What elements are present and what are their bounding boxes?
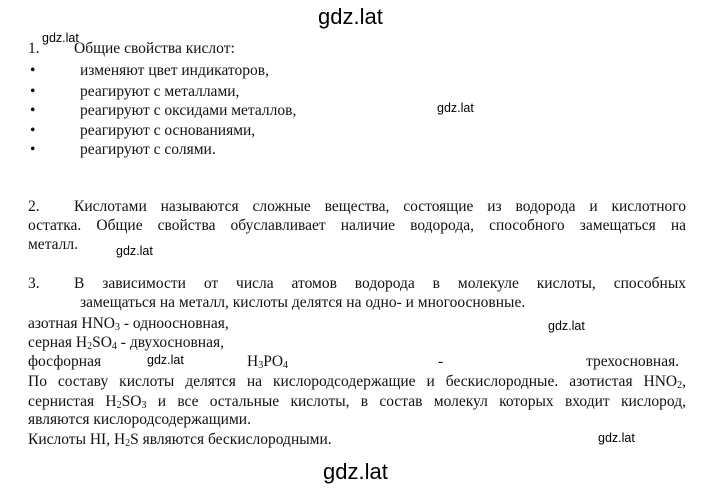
section3-line: являются кислородсодержащими. <box>28 411 251 428</box>
section3-line: сернистая $H_2SO_3$ и все остальные кислоты, в состав молекул которых входит кислород, <box>28 393 686 411</box>
list-item: реагируют с металлами, <box>80 83 240 100</box>
list-item: реагируют с солями. <box>80 141 216 158</box>
section1-heading <box>28 40 235 58</box>
bullet-icon: • <box>30 122 36 139</box>
watermark-bottom: gdz.lat <box>323 459 388 484</box>
watermark-small: gdz.lat <box>598 431 635 445</box>
list-item: изменяют цвет индикаторов, <box>80 62 269 79</box>
watermark-small: gdz.lat <box>147 353 184 367</box>
watermark-small: gdz.lat <box>548 319 585 333</box>
section1-number: 1. <box>28 40 40 57</box>
section3-line: По составу кислоты делятся на кислородсодержащие и бескислородные. азотистая $HNO_2$, <box>28 373 686 391</box>
bullet-icon: • <box>30 102 36 119</box>
list-item: реагируют с оксидами металлов, <box>80 102 297 119</box>
watermark-small: gdz.lat <box>42 31 79 45</box>
bullet-icon: • <box>30 83 36 100</box>
section2-line: 2. Кислотами называются сложные вещества, состоящие из водорода и кислотного <box>28 198 686 215</box>
watermark-small: gdz.lat <box>116 244 153 258</box>
bullet-icon: • <box>30 62 36 79</box>
section3-number: 3. <box>28 275 40 292</box>
section3-line: 3. В зависимости от числа атомов водорода в молекуле кислоты, способных <box>28 275 686 292</box>
section2-number: 2. <box>28 198 40 215</box>
bullet-icon: • <box>30 141 36 158</box>
acid-nitric: азотная $HNO_3$ - одноосновная, <box>28 315 229 333</box>
list-item: реагируют с основаниями, <box>80 122 256 139</box>
section2-line: остатка. Общие свойства обуславливает наличие водорода, способного замещаться на <box>28 217 686 234</box>
section3-line: Кислоты HI, $H_2S$ являются бескислородными. <box>28 431 332 449</box>
section3-line: замещаться на металл, кислоты делятся на одно- и многоосновные. <box>80 294 526 311</box>
acid-sulfuric: серная $H_2SO_4$ - двухосновная, <box>28 334 224 352</box>
watermark-small: gdz.lat <box>437 101 474 115</box>
section1-title: Общие свойства кислот: <box>74 40 235 57</box>
watermark-top: gdz.lat <box>318 4 383 29</box>
section2-line: металл. <box>28 236 79 253</box>
